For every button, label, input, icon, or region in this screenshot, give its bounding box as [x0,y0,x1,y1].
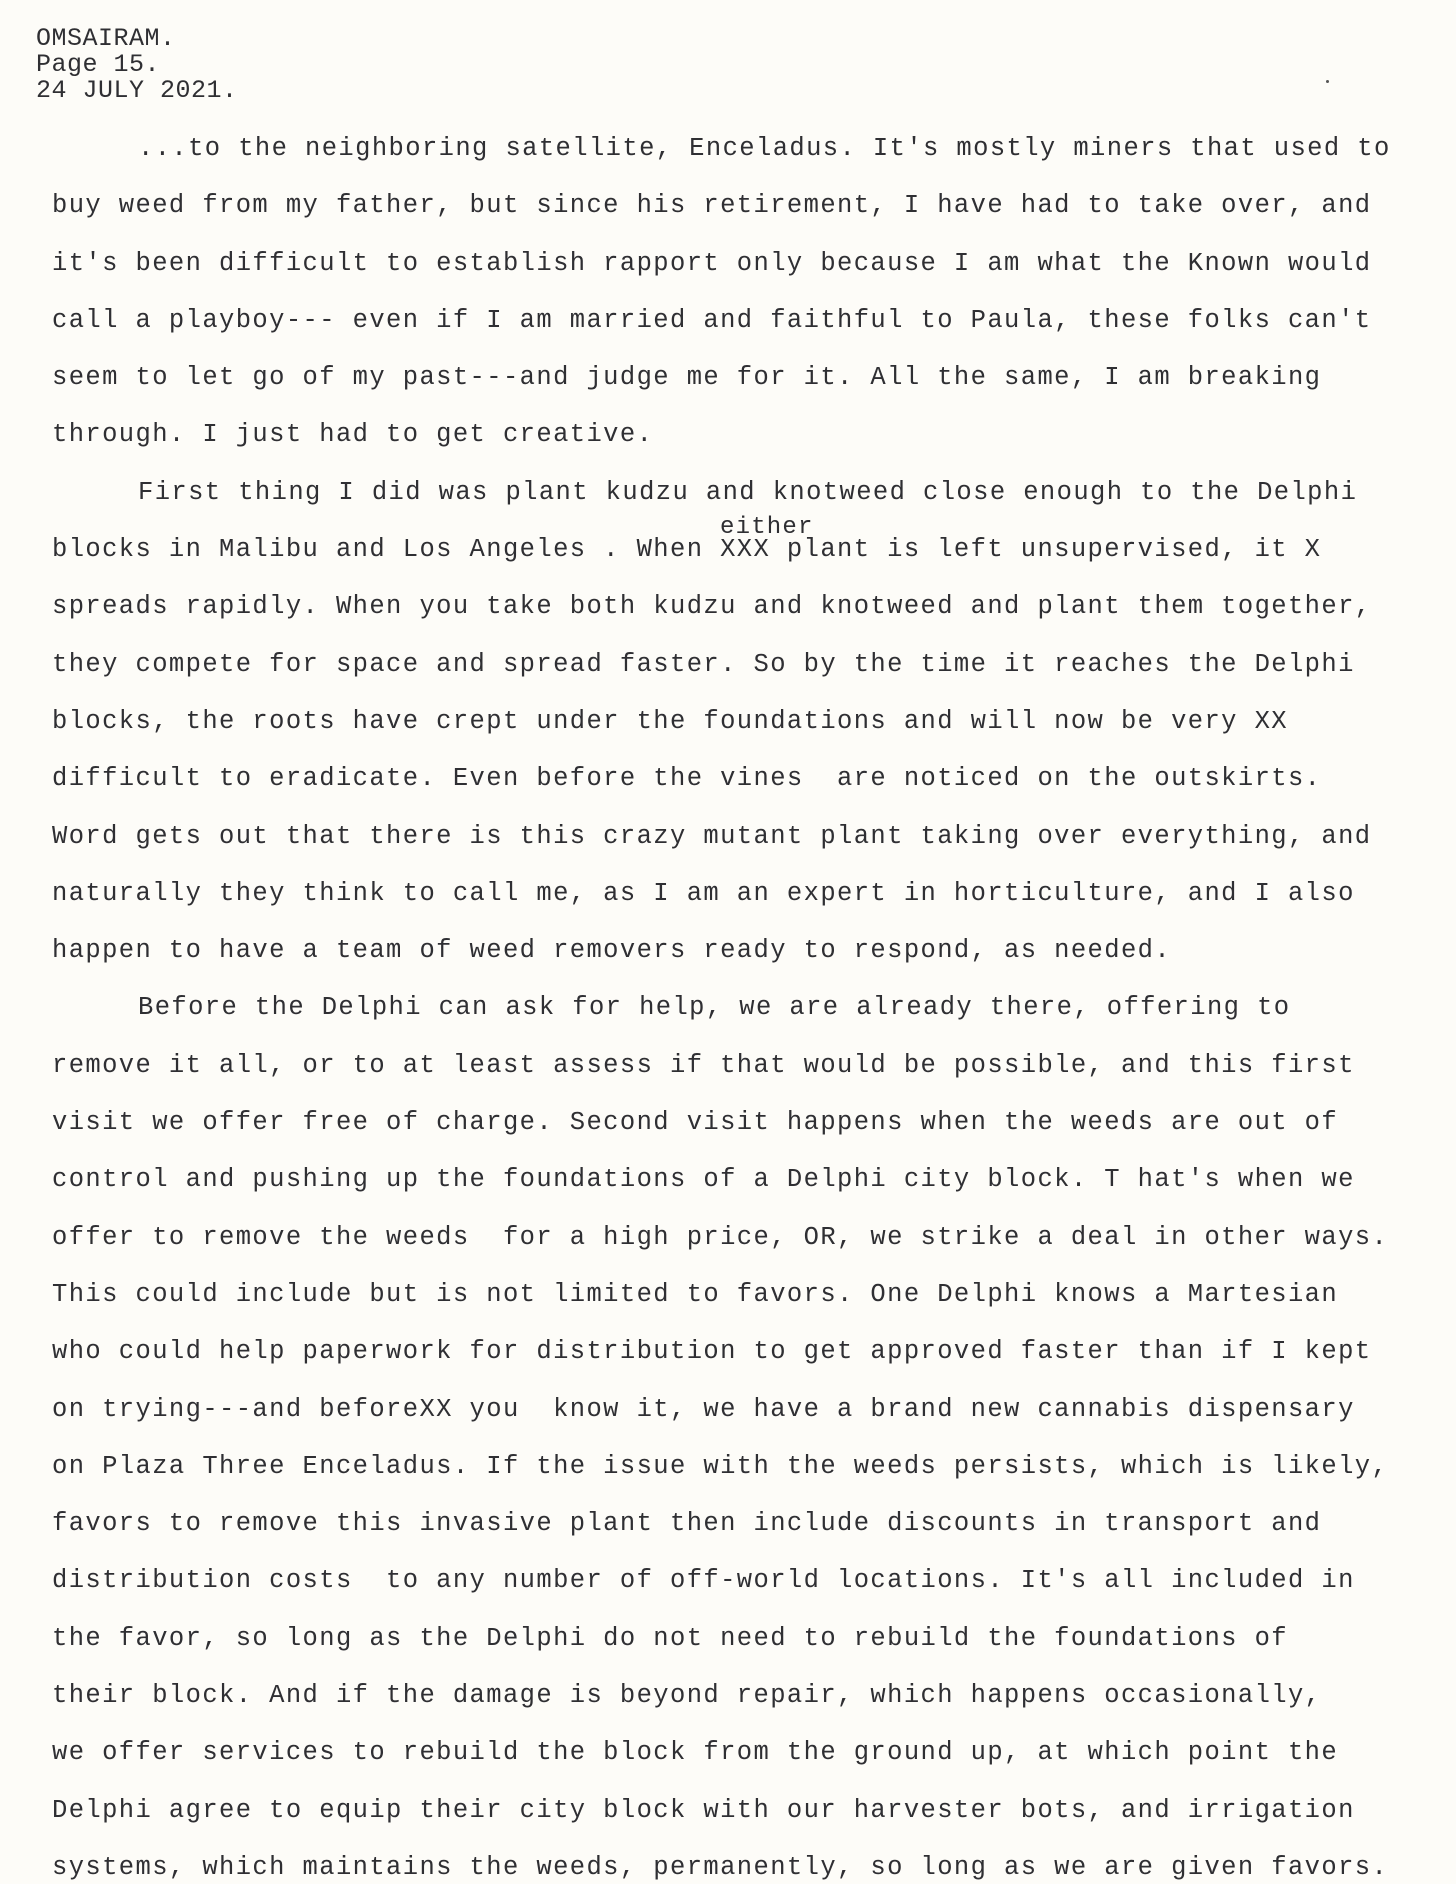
text-line: call a playboy--- even if I am married and faithful to Paula, these folks can't [52,305,1372,335]
page-header [36,26,238,104]
text-line: offer to remove the weeds for a high price, OR, we strike a deal in other ways. [52,1222,1389,1252]
text-line: visit we offer free of charge. Second visit happens when the weeds are out of [52,1108,1339,1138]
text-line: remove it all, or to at least assess if that would be possible, and this first [52,1050,1355,1080]
text-line: on Plaza Three Enceladus. If the issue with the weeds persists, which is likely, [52,1451,1389,1481]
text-line: spreads rapidly. When you take both kudzu and knotweed and plant them together, [52,592,1372,622]
paper-speck [1326,80,1329,83]
text-line: Word gets out that there is this crazy mutant plant taking over everything, and [52,821,1372,851]
text-line: who could help paperwork for distribution to get approved faster than if I kept [52,1337,1372,1367]
text-line: it's been difficult to establish rapport only because I am what the Known would [52,248,1372,278]
text-line: ...to the neighboring satellite, Enceladus. It's mostly miners that used to [138,134,1391,163]
text-line: blocks, the roots have crept under the foundations and will now be very XX [52,706,1288,736]
text-line: Before the Delphi can ask for help, we are already there, offering to [138,993,1291,1023]
typed-body [52,131,1432,1884]
text-line: systems, which maintains the weeds, permanently, so long as we are given favors. [52,1852,1389,1882]
page-number: Page 15. [36,50,161,79]
text-line: difficult to eradicate. Even before the vines are noticed on the outskirts. [52,764,1322,794]
text-line: they compete for space and spread faster. So by the time it reaches the Delphi [52,649,1355,679]
text-line: favors to remove this invasive plant then include discounts in transport and [52,1509,1322,1539]
text-line: control and pushing up the foundations of a Delphi city block. T hat's when we [52,1165,1355,1195]
text-line: First thing I did was plant kudzu and knotweed close enough to the Delphi [138,477,1358,507]
text-line: distribution costs to any number of off-world locations. It's all included in [52,1566,1355,1596]
text-line: happen to have a team of weed removers ready to respond, as needed. [52,936,1172,966]
text-line: blocks in Malibu and Los Angeles . When XXX plant is left unsupervised, it X [52,535,1322,565]
text-line: Delphi agree to equip their city block with our harvester bots, and irrigation [52,1795,1355,1825]
text-line: the favor, so long as the Delphi do not need to rebuild the foundations of [52,1623,1288,1653]
text-line: we offer services to rebuild the block from the ground up, at which point the [52,1738,1339,1768]
text-line: their block. And if the damage is beyond repair, which happens occasionally, [52,1681,1322,1711]
text-line: buy weed from my father, but since his retirement, I have had to take over, and [52,191,1372,221]
interlinear-insertion: either [720,514,814,541]
text-line: on trying---and beforeXX you know it, we have a brand new cannabis dispensary [52,1394,1355,1424]
page-date: 24 JULY 2021. [36,76,238,105]
text-line: naturally they think to call me, as I am an expert in horticulture, and I also [52,878,1355,908]
text-line: seem to let go of my past---and judge me for it. All the same, I am breaking [52,363,1322,393]
text-line: through. I just had to get creative. [52,420,654,450]
header-salutation: OMSAIRAM. [36,24,176,53]
text-line: This could include but is not limited to favors. One Delphi knows a Martesian [52,1279,1339,1309]
